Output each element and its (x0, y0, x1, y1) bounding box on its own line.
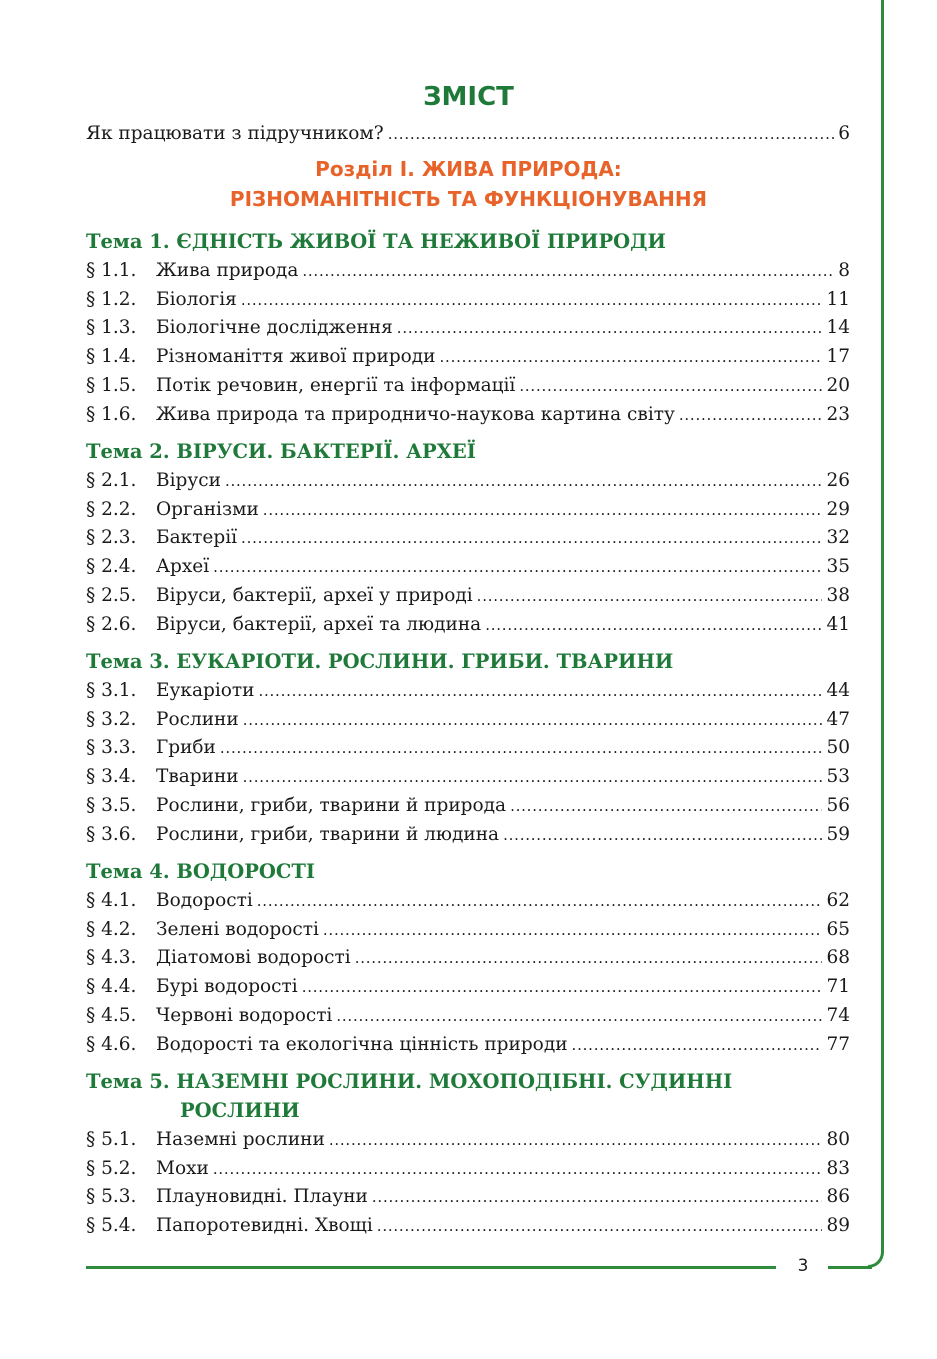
toc-entry[interactable] (86, 943, 850, 972)
toc-entry[interactable] (86, 285, 850, 314)
toc-entry-page: 68 (826, 947, 850, 968)
toc-entry-text: Організми (156, 499, 259, 520)
toc-entry-number: § 4.5. (86, 1005, 137, 1026)
toc-entry-text: Різноманіття живої природи (156, 346, 436, 367)
toc-entry-page: 17 (826, 346, 850, 367)
dot-leader (679, 401, 823, 430)
toc-entry-text: Рослини, гриби, тварини й природа (156, 795, 507, 816)
toc-entry[interactable] (86, 972, 850, 1001)
toc-entry-page: 71 (826, 976, 850, 997)
toc-entry-page: 83 (826, 1158, 850, 1179)
toc-entry-page: 89 (826, 1215, 850, 1236)
dot-leader (519, 372, 822, 401)
toc-entry-number: § 5.1. (86, 1129, 137, 1150)
toc-entry-text: Водорості та екологічна цінність природи (156, 1034, 568, 1055)
dot-leader (243, 706, 823, 735)
toc-entry-page: 50 (826, 737, 850, 758)
toc-entry[interactable] (86, 791, 850, 820)
toc-entry[interactable] (86, 552, 850, 581)
dot-leader (485, 611, 822, 640)
toc-entry[interactable] (86, 466, 850, 495)
toc-entry-number: § 3.2. (86, 709, 137, 730)
toc-entry-text: Папоротевидні. Хвощі (156, 1215, 373, 1236)
toc-entry-page: 23 (826, 404, 850, 425)
toc-entry-page: 6 (838, 123, 850, 144)
toc-entry-page: 74 (826, 1005, 850, 1026)
toc-entry-number: § 5.3. (86, 1186, 137, 1207)
toc-entry-number: § 2.6. (86, 614, 137, 635)
toc-entry[interactable] (86, 915, 850, 944)
topic-heading-3: Тема 3. ЕУКАРІОТИ. РОСЛИНИ. ГРИБИ. ТВАРИНИ (86, 650, 674, 673)
topic-heading-2: Тема 2. ВІРУСИ. БАКТЕРІЇ. АРХЕЇ (86, 440, 476, 463)
dot-leader (220, 734, 823, 763)
section-heading-line1: Розділ І. ЖИВА ПРИРОДА: (315, 157, 622, 181)
toc-entry[interactable] (86, 1154, 850, 1183)
dot-leader (329, 1126, 823, 1155)
toc-entry-text: Бурі водорості (156, 976, 298, 997)
dot-leader (372, 1183, 823, 1212)
toc-entry-page: 11 (826, 289, 850, 310)
toc-entry[interactable] (86, 342, 850, 371)
topic-heading-5: Тема 5. НАЗЕМНІ РОСЛИНИ. МОХОПОДІБНІ. СУДИННІ (86, 1070, 733, 1093)
dot-leader (213, 553, 822, 582)
dot-leader (323, 916, 823, 945)
toc-entry-text: Плауновидні. Плауни (156, 1186, 368, 1207)
toc-entry-text: Зелені водорості (156, 919, 319, 940)
dot-leader (397, 314, 823, 343)
toc-entry[interactable] (86, 495, 850, 524)
toc-entry-number: § 4.4. (86, 976, 137, 997)
toc-entry-number: § 5.2. (86, 1158, 137, 1179)
dot-leader (302, 257, 834, 286)
toc-entry[interactable] (86, 820, 850, 849)
toc-entry-page: 14 (826, 317, 850, 338)
toc-entry-page: 77 (826, 1034, 850, 1055)
page-frame-bottom-line-right (828, 1266, 872, 1269)
toc-entry-page: 65 (826, 919, 850, 940)
toc-entry-number: § 2.4. (86, 556, 137, 577)
dot-leader (258, 677, 822, 706)
toc-entry[interactable] (86, 371, 850, 400)
toc-entry-text: Біологія (156, 289, 237, 310)
toc-entry-text: Діатомові водорості (156, 947, 351, 968)
dot-leader (572, 1031, 823, 1060)
toc-entry-number: § 1.4. (86, 346, 137, 367)
toc-entry-text: Бактерії (156, 527, 238, 548)
toc-entry-text: Археї (156, 556, 210, 577)
page-number: 3 (797, 1256, 809, 1276)
toc-entry-text: Віруси, бактерії, археї у природі (156, 585, 473, 606)
toc-entry-text: Еукаріоти (156, 680, 255, 701)
toc-entry-number: § 2.5. (86, 585, 137, 606)
toc-entry-page: 86 (826, 1186, 850, 1207)
toc-entry-number: § 1.2. (86, 289, 137, 310)
toc-entry[interactable] (86, 313, 850, 342)
toc-entry-page: 26 (826, 470, 850, 491)
toc-entry-number: § 1.1. (86, 260, 137, 281)
toc-entry-page: 80 (826, 1129, 850, 1150)
toc-entry-text: Віруси, бактерії, археї та людина (156, 614, 482, 635)
toc-entry-page: 20 (826, 375, 850, 396)
toc-entry-number: § 3.1. (86, 680, 137, 701)
toc-entry-intro[interactable] (86, 119, 850, 148)
page-frame-bottom-line (86, 1266, 776, 1269)
toc-entry-page: 62 (826, 890, 850, 911)
toc-entry-number: § 4.2. (86, 919, 137, 940)
toc-entry[interactable] (86, 400, 850, 429)
dot-leader (440, 343, 823, 372)
dot-leader (213, 1155, 823, 1184)
toc-entry[interactable] (86, 610, 850, 639)
toc-entry-page: 47 (826, 709, 850, 730)
toc-entry[interactable] (86, 581, 850, 610)
toc-entry-text: Червоні водорості (156, 1005, 333, 1026)
toc-entry[interactable] (86, 523, 850, 552)
toc-entry-page: 29 (826, 499, 850, 520)
dot-leader (243, 763, 823, 792)
toc-entry-number: § 3.6. (86, 824, 137, 845)
toc-entry-page: 35 (826, 556, 850, 577)
dot-leader (257, 887, 823, 916)
toc-entry-text: Жива природа та природничо-наукова картина світу (156, 404, 675, 425)
toc-entry-text: Наземні рослини (156, 1129, 325, 1150)
toc-entry[interactable] (86, 1211, 850, 1240)
toc-entry-text: Віруси (156, 470, 221, 491)
toc-entry[interactable] (86, 886, 850, 915)
dot-leader (225, 467, 823, 496)
toc-entry-number: § 2.3. (86, 527, 137, 548)
toc-entry-number: § 2.1. (86, 470, 137, 491)
toc-entry-text: Як працювати з підручником? (86, 123, 384, 144)
dot-leader (241, 286, 823, 315)
toc-entry-text: Рослини, гриби, тварини й людина (156, 824, 500, 845)
toc-entry-text: Рослини (156, 709, 239, 730)
toc-entry-page: 32 (826, 527, 850, 548)
toc-entry-number: § 4.6. (86, 1034, 137, 1055)
toc-entry[interactable] (86, 1182, 850, 1211)
toc-entry-page: 44 (826, 680, 850, 701)
toc-entry[interactable] (86, 1125, 850, 1154)
dot-leader (477, 582, 823, 611)
topic-heading-1: Тема 1. ЄДНІСТЬ ЖИВОЇ ТА НЕЖИВОЇ ПРИРОДИ (86, 230, 666, 253)
toc-entry-number: § 1.6. (86, 404, 137, 425)
toc-entry[interactable] (86, 256, 850, 285)
dot-leader (510, 792, 822, 821)
dot-leader (263, 496, 823, 525)
dot-leader (241, 524, 822, 553)
toc-entry-text: Мохи (156, 1158, 209, 1179)
toc-entry-page: 56 (826, 795, 850, 816)
toc-entry-number: § 3.5. (86, 795, 137, 816)
dot-leader (302, 973, 823, 1002)
toc-entry[interactable] (86, 733, 850, 762)
toc-entry-number: § 4.1. (86, 890, 137, 911)
toc-entry-page: 41 (826, 614, 850, 635)
dot-leader (377, 1212, 823, 1241)
toc-entry[interactable] (86, 1030, 850, 1059)
toc-entry-text: Водорості (156, 890, 253, 911)
toc-entry[interactable] (86, 705, 850, 734)
toc-entry[interactable] (86, 762, 850, 791)
toc-entry-page: 8 (838, 260, 850, 281)
toc-entry-number: § 1.3. (86, 317, 137, 338)
toc-entry-number: § 2.2. (86, 499, 137, 520)
toc-entry-page: 53 (826, 766, 850, 787)
toc-entry-number: § 4.3. (86, 947, 137, 968)
toc-entry-page: 59 (826, 824, 850, 845)
toc-entry-number: § 5.4. (86, 1215, 137, 1236)
toc-entry-number: § 3.4. (86, 766, 137, 787)
toc-entry-text: Жива природа (156, 260, 299, 281)
dot-leader (336, 1002, 822, 1031)
toc-entry[interactable] (86, 1001, 850, 1030)
toc-entry-text: Тварини (156, 766, 239, 787)
toc-entry-number: § 3.3. (86, 737, 137, 758)
toc-entry-page: 38 (826, 585, 850, 606)
dot-leader (388, 120, 835, 149)
dot-leader (355, 944, 823, 973)
section-heading-line2: РІЗНОМАНІТНІСТЬ ТА ФУНКЦІОНУВАННЯ (229, 187, 708, 211)
page-title: ЗМІСТ (423, 82, 514, 112)
toc-entry-number: § 1.5. (86, 375, 137, 396)
topic-heading-5-continued: РОСЛИНИ (180, 1099, 300, 1122)
topic-heading-4: Тема 4. ВОДОРОСТІ (86, 860, 316, 883)
toc-entry[interactable] (86, 676, 850, 705)
dot-leader (503, 821, 822, 850)
toc-entry-text: Гриби (156, 737, 216, 758)
toc-entry-text: Біологічне дослідження (156, 317, 393, 338)
toc-entry-text: Потік речовин, енергії та інформації (156, 375, 516, 396)
